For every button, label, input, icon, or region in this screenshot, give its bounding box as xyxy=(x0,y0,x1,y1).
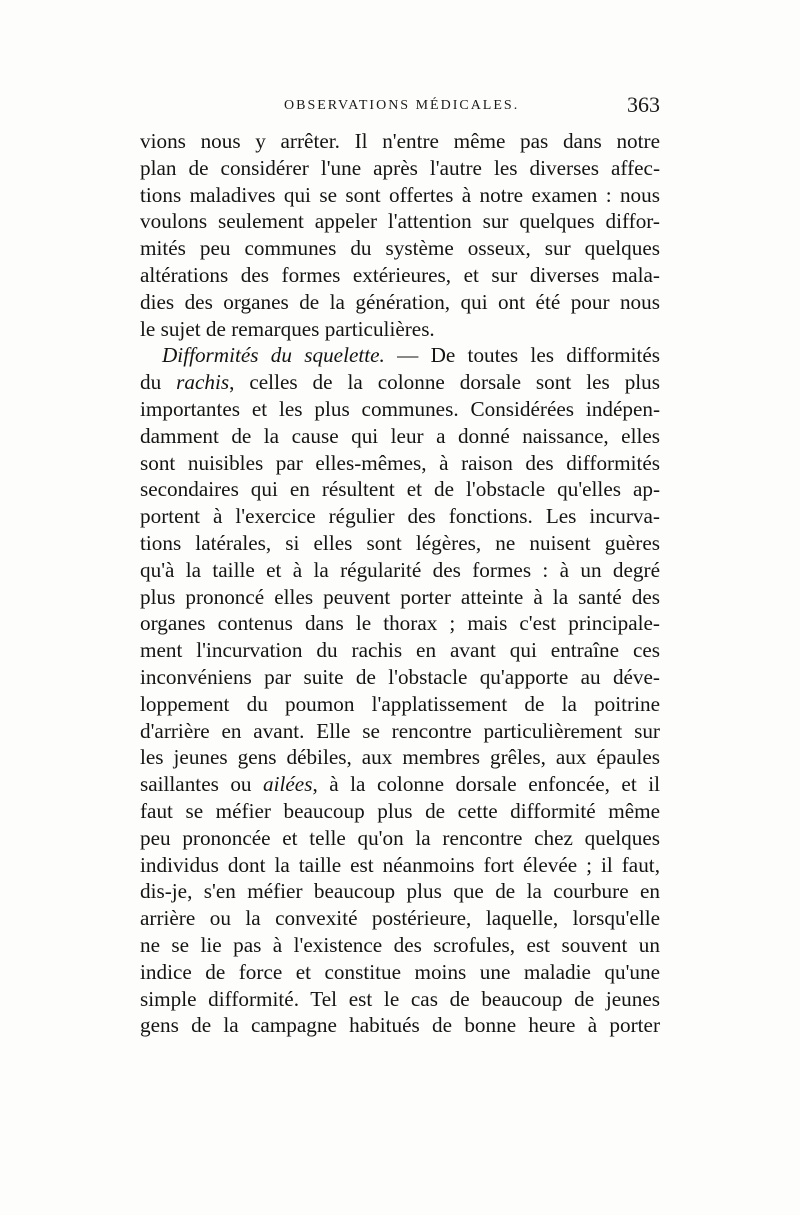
text-line: faut se méfier beaucoup plus de cette difformité même xyxy=(140,798,660,823)
text-line: mités peu communes du système osseux, sur quelques xyxy=(140,236,660,261)
text-line: plan de considérer l'une après l'autre les diverses affec- xyxy=(140,155,660,180)
text-run: , à la colonne dorsale enfoncée, et il xyxy=(312,772,660,797)
text-line: individus dont la taille est néanmoins fort élevée ; il faut, xyxy=(140,852,660,877)
section-heading: Difformités du squelette. xyxy=(162,343,385,368)
text-line: portent à l'exercice régulier des fonctions. Les incurva- xyxy=(140,504,660,529)
text-line: dies des organes de la génération, qui ont été pour nous xyxy=(140,289,660,314)
text-run: saillantes ou xyxy=(140,772,264,797)
running-title: OBSERVATIONS MÉDICALES. xyxy=(284,98,520,113)
text-line: inconvéniens par suite de l'obstacle qu'apporte au déve- xyxy=(140,664,660,689)
text-line: arrière ou la convexité postérieure, laquelle, lorsqu'elle xyxy=(140,906,660,931)
text-line: les jeunes gens débiles, aux membres grêles, aux épaules xyxy=(140,745,660,770)
text-line: vions nous y arrêter. Il n'entre même pas dans notre xyxy=(140,129,660,153)
text-line: ne se lie pas à l'existence des scrofules, est souvent un xyxy=(140,932,660,957)
text-line: tions latérales, si elles sont légères, ne nuisent guères xyxy=(140,530,660,555)
text-line: plus prononcé elles peuvent porter atteinte à la santé des xyxy=(140,584,660,609)
text-line: loppement du poumon l'applatissement de la poitrine xyxy=(140,691,660,716)
text-run: , celles de la colonne dorsale sont les plus xyxy=(229,370,661,395)
text-line: le sujet de remarques particulières. xyxy=(140,316,435,341)
italic-term: rachis xyxy=(176,370,230,395)
text-line: importantes et les plus communes. Considérées indépen- xyxy=(140,396,660,421)
text-line: indice de force et constitue moins une maladie qu'une xyxy=(140,959,660,984)
text-line: simple difformité. Tel est le cas de beaucoup de jeunes xyxy=(140,986,660,1011)
text-line: damment de la cause qui leur a donné naissance, elles xyxy=(140,423,660,448)
text-line: organes contenus dans le thorax ; mais c'est principale- xyxy=(140,611,660,636)
text-line: ment l'incurvation du rachis en avant qui entraîne ces xyxy=(140,638,660,663)
text-line: secondaires qui en résultent et de l'obstacle qu'elles ap- xyxy=(140,477,660,502)
text-run: du xyxy=(140,370,177,395)
text-line xyxy=(140,771,660,798)
section-heading-line xyxy=(140,342,660,369)
italic-term: ailées xyxy=(263,772,313,797)
text-line xyxy=(140,369,660,396)
text-line: tions maladives qui se sont offertes à notre examen : nous xyxy=(140,182,660,207)
text-line: d'arrière en avant. Elle se rencontre particulièrement sur xyxy=(140,718,660,743)
running-head xyxy=(140,92,660,122)
text-line: sont nuisibles par elles-mêmes, à raison des difformités xyxy=(140,450,660,475)
text-line: gens de la campagne habitués de bonne heure à porter xyxy=(140,1013,660,1038)
text-line: peu prononcée et telle qu'on la rencontre chez quelques xyxy=(140,825,660,850)
text-line: dis-je, s'en méfier beaucoup plus que de la courbure en xyxy=(140,879,660,904)
page-number: 363 xyxy=(627,92,660,117)
body-text xyxy=(140,128,660,1039)
text-line: altérations des formes extérieures, et sur diverses mala- xyxy=(140,262,660,287)
text-line: qu'à la taille et à la régularité des formes : à un degré xyxy=(140,557,660,582)
text-run: — De toutes les difformités xyxy=(384,343,660,368)
text-line: voulons seulement appeler l'attention sur quelques diffor- xyxy=(140,209,660,234)
